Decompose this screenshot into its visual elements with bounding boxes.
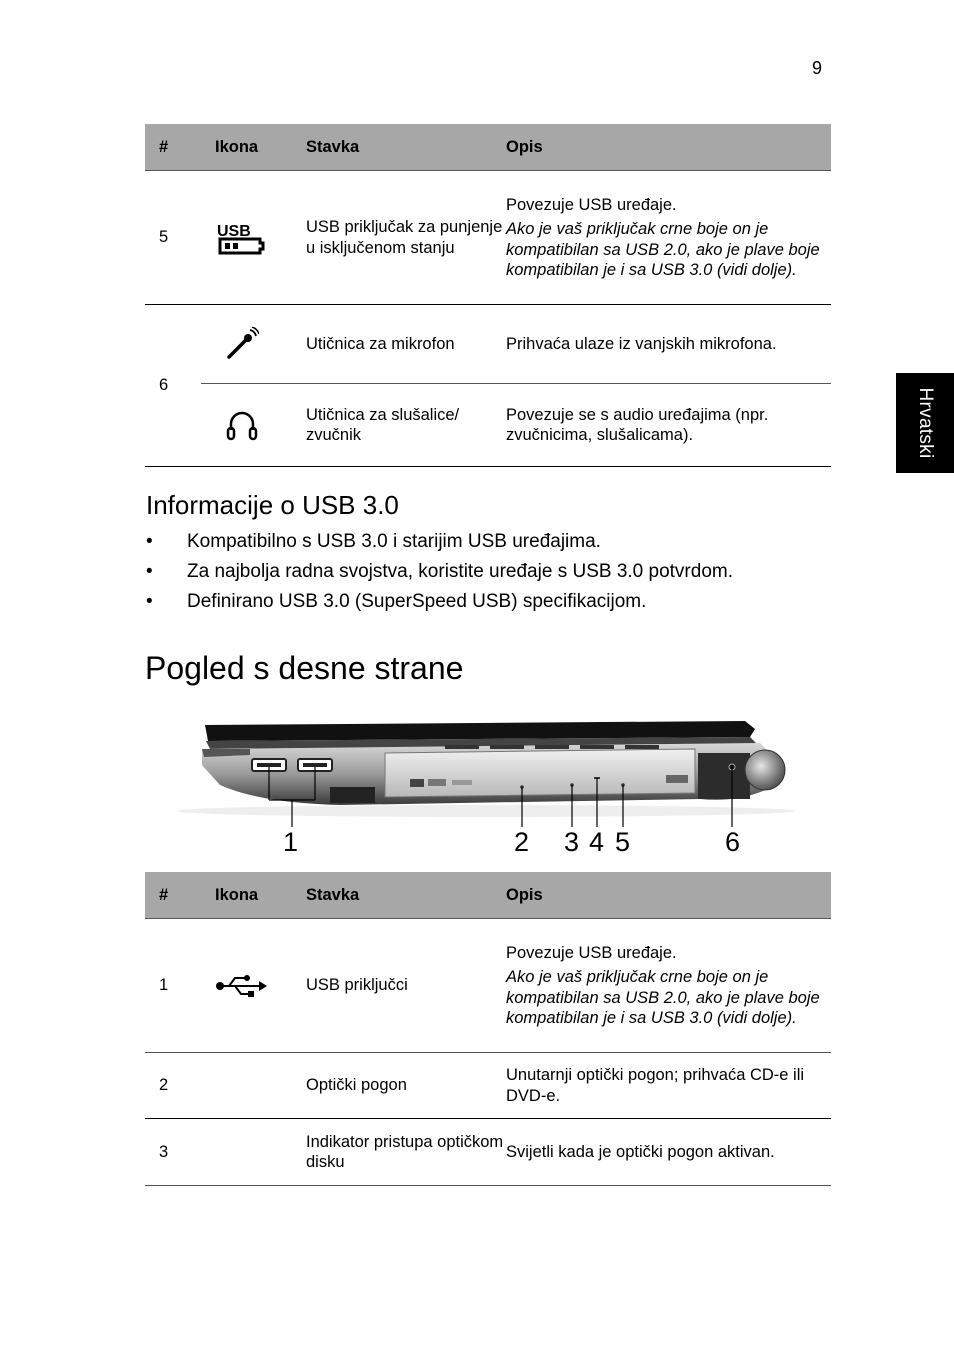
col-header-num: # bbox=[145, 872, 201, 919]
table-row bbox=[145, 305, 831, 384]
row-number: 1 bbox=[145, 919, 201, 1053]
ports-table-1 bbox=[145, 124, 831, 467]
col-header-desc: Opis bbox=[506, 872, 831, 919]
usb-info-heading: Informacije o USB 3.0 bbox=[146, 490, 399, 520]
usb-info-list bbox=[146, 530, 733, 620]
item-description: Povezuje USB uređaje. bbox=[506, 195, 677, 214]
row-number: 3 bbox=[145, 1119, 201, 1186]
callout-2: 2 bbox=[514, 827, 530, 857]
item-name: Optički pogon bbox=[306, 1053, 506, 1119]
list-item: • Kompatibilno s USB 3.0 i starijim USB uređajima. bbox=[146, 530, 733, 560]
usb-charge-icon bbox=[217, 221, 267, 255]
item-name: Indikator pristupa optičkom disku bbox=[306, 1119, 506, 1186]
item-description: Unutarnji optički pogon; prihvaća CD-e ili DVD-e. bbox=[506, 1053, 831, 1119]
item-note: Ako je vaš priključak crne boje on je kompatibilan sa USB 2.0, ako je plave boje kompatibilan je i sa USB 3.0 (vidi dolje). bbox=[506, 968, 820, 1027]
page-number: 9 bbox=[812, 58, 823, 78]
item-note: Ako je vaš priključak crne boje on je kompatibilan sa USB 2.0, ako je plave boje kompatibilan je i sa USB 3.0 (vidi dolje). bbox=[506, 220, 820, 279]
table-row bbox=[145, 1053, 831, 1119]
headphones-icon bbox=[225, 408, 259, 442]
col-header-icon: Ikona bbox=[201, 124, 306, 171]
item-description: Povezuje se s audio uređajima (npr. zvučnicima, slušalicama). bbox=[506, 384, 831, 467]
callout-3: 3 bbox=[564, 827, 580, 857]
list-item: • Definirano USB 3.0 (SuperSpeed USB) specifikacijom. bbox=[146, 590, 733, 620]
table-row bbox=[145, 384, 831, 467]
col-header-item: Stavka bbox=[306, 124, 506, 171]
table-header bbox=[145, 124, 831, 171]
usb-icon bbox=[215, 973, 267, 999]
callout-1: 1 bbox=[283, 827, 299, 857]
item-name: Utičnica za mikrofon bbox=[306, 305, 506, 384]
side-tab-label: Hrvatski bbox=[915, 387, 936, 459]
ports-table-2 bbox=[145, 872, 831, 1186]
item-name: USB priključak za punjenje u isključenom stanju bbox=[306, 171, 506, 305]
col-header-item: Stavka bbox=[306, 872, 506, 919]
col-header-num: # bbox=[145, 124, 201, 171]
item-description: Prihvaća ulaze iz vanjskih mikrofona. bbox=[506, 305, 831, 384]
callout-6: 6 bbox=[725, 827, 741, 857]
col-header-desc: Opis bbox=[506, 124, 831, 171]
table-row bbox=[145, 171, 831, 305]
laptop-right-side-illustration bbox=[180, 715, 805, 860]
col-header-icon: Ikona bbox=[201, 872, 306, 919]
row-number: 2 bbox=[145, 1053, 201, 1119]
microphone-icon bbox=[225, 327, 259, 361]
table-row bbox=[145, 919, 831, 1053]
item-description: Povezuje USB uređaje. bbox=[506, 943, 677, 962]
list-item: • Za najbolja radna svojstva, koristite uređaje s USB 3.0 potvrdom. bbox=[146, 560, 733, 590]
row-number: 5 bbox=[145, 171, 201, 305]
svg-text:USB: USB bbox=[217, 222, 251, 240]
callout-4: 4 bbox=[589, 827, 605, 857]
item-name: USB priključci bbox=[306, 919, 506, 1053]
callout-5: 5 bbox=[615, 827, 631, 857]
table-row bbox=[145, 1119, 831, 1186]
section-title: Pogled s desne strane bbox=[145, 650, 464, 686]
language-side-tab bbox=[896, 373, 954, 473]
item-description: Svijetli kada je optički pogon aktivan. bbox=[506, 1119, 831, 1186]
item-name: Utičnica za slušalice/ zvučnik bbox=[306, 384, 506, 467]
table-header bbox=[145, 872, 831, 919]
row-number: 6 bbox=[145, 305, 201, 467]
